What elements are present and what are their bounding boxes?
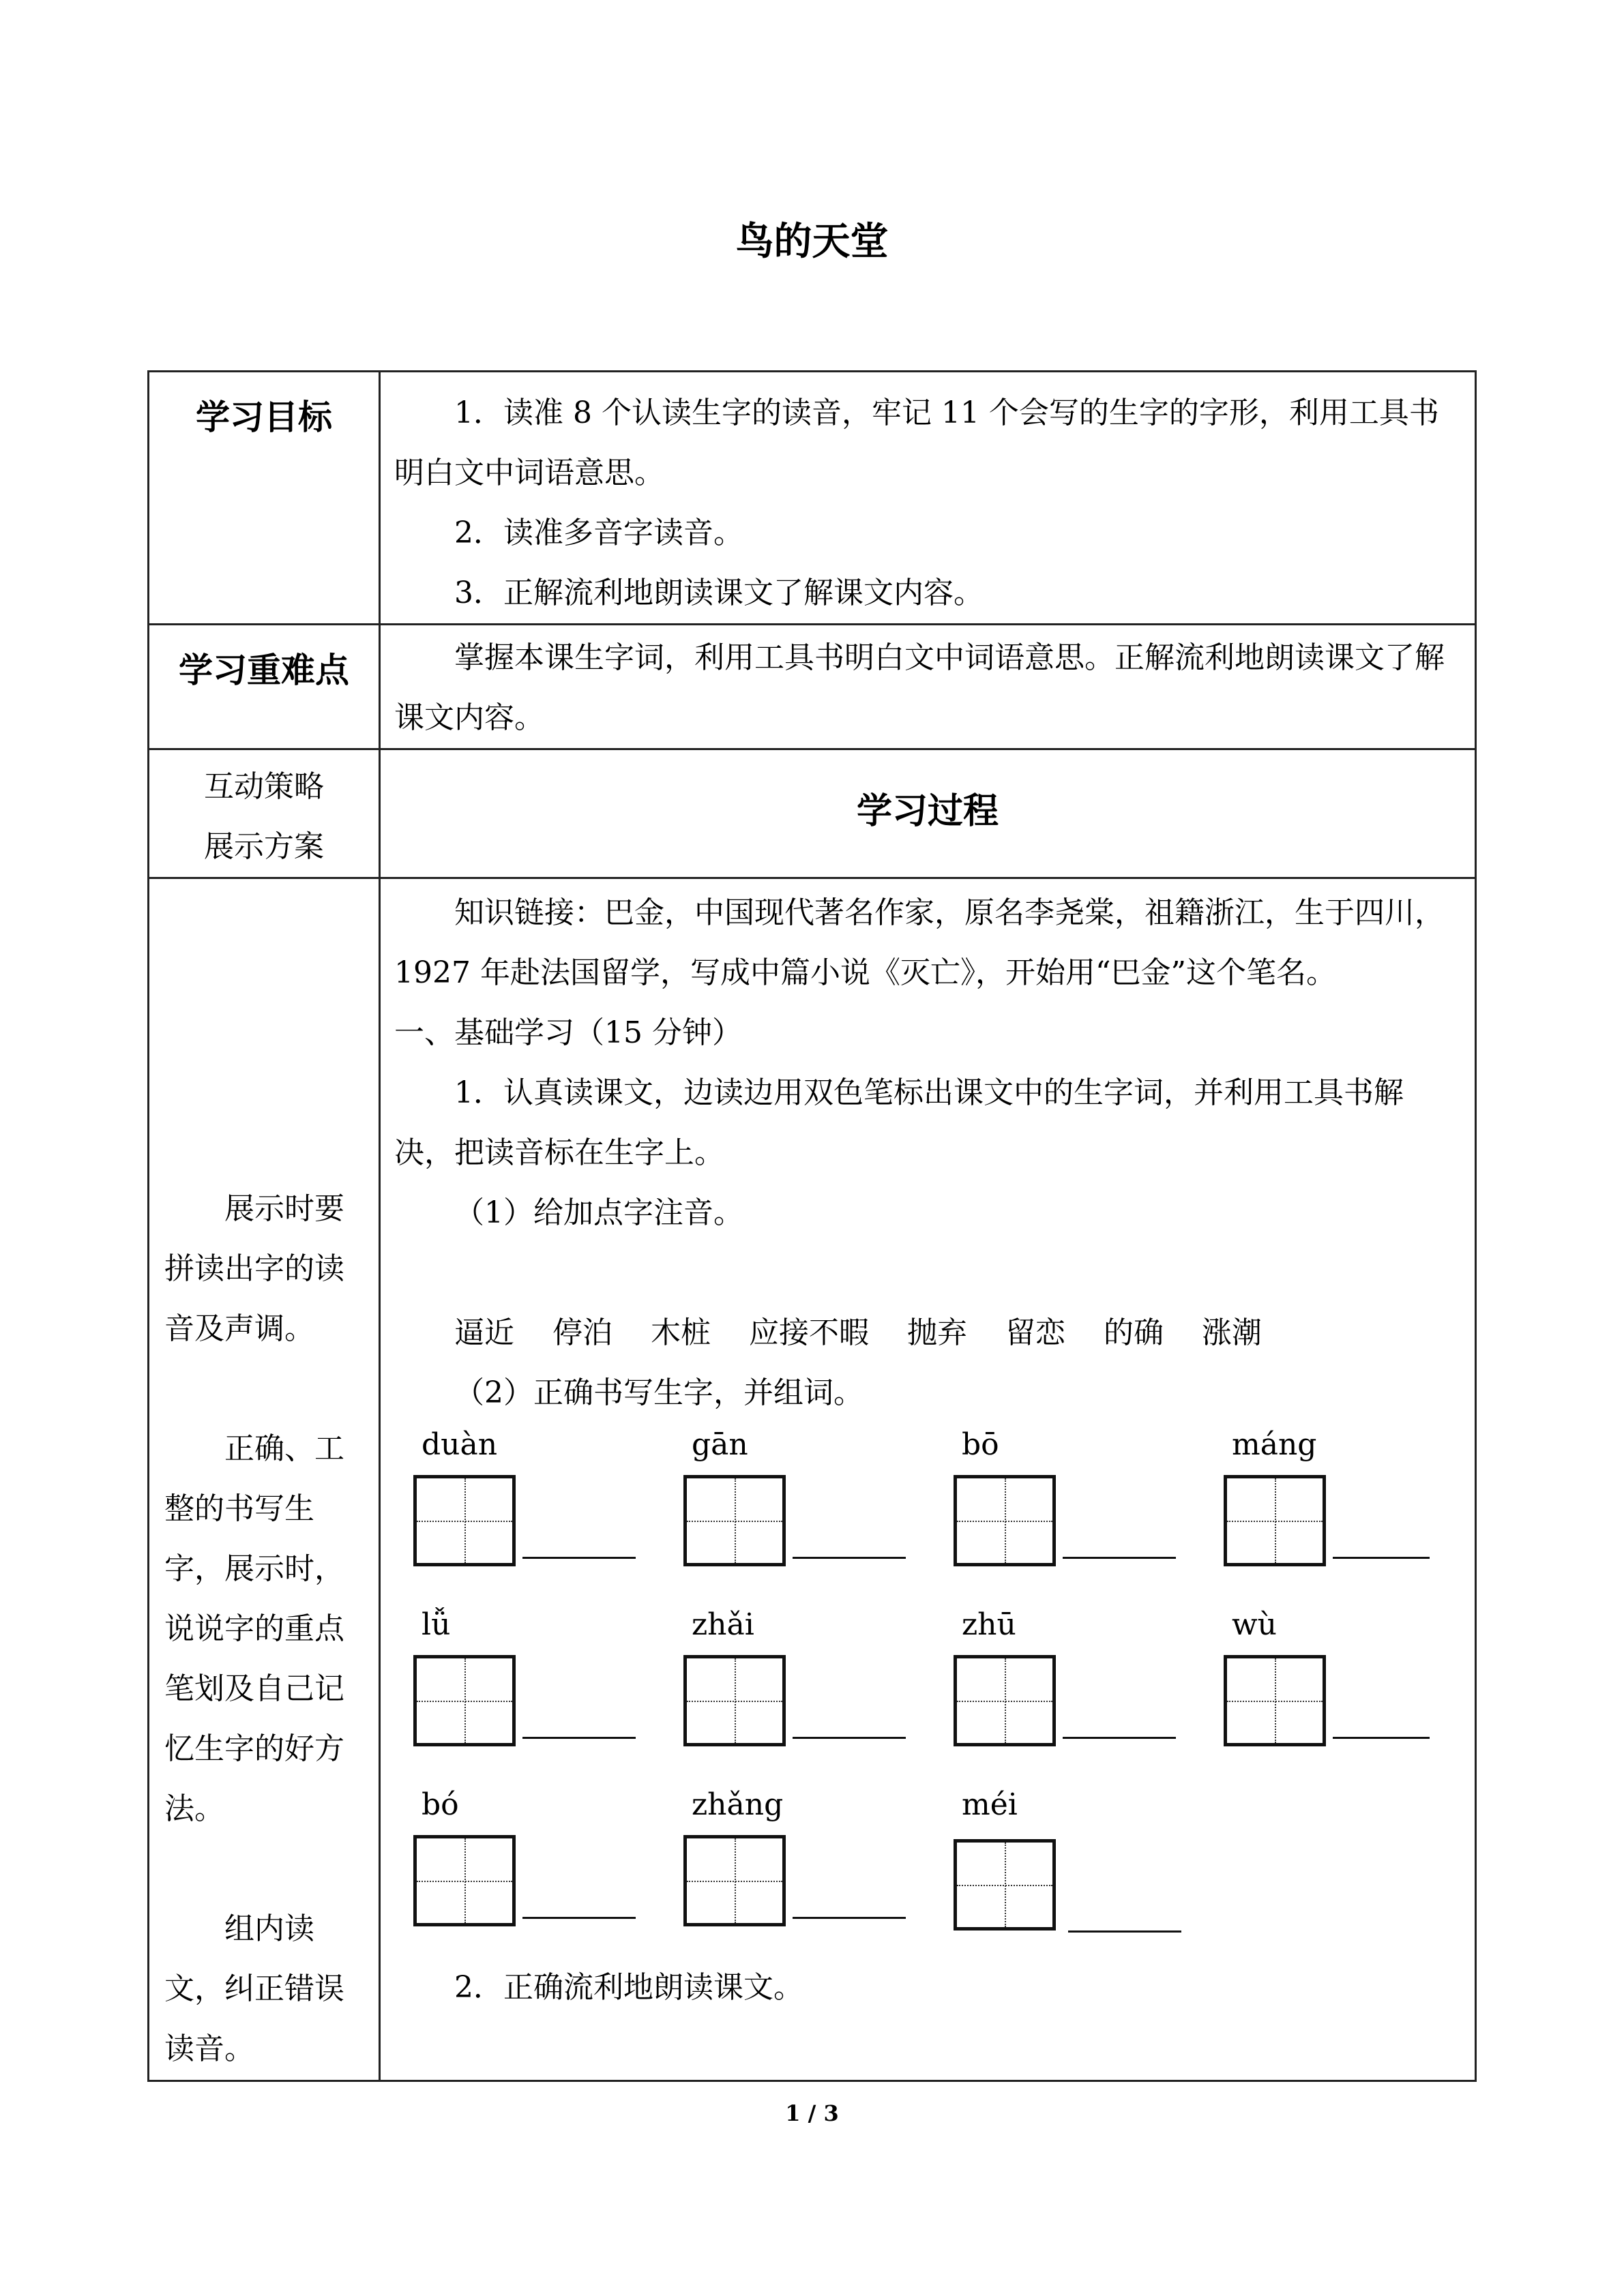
tian-grid-box[interactable] — [954, 1655, 1056, 1746]
word-item: 的确 — [1104, 1315, 1164, 1350]
pinyin-label: duàn — [422, 1427, 498, 1462]
page-number: 1 / 3 — [785, 2100, 839, 2126]
writing-grid-row-2 — [394, 1603, 1457, 1783]
page-title: 鸟的天堂 — [735, 220, 889, 264]
tian-grid-box[interactable] — [954, 1839, 1056, 1930]
pinyin-label: bó — [422, 1787, 459, 1822]
section-basic: 一、基础学习（15 分钟） — [394, 1015, 742, 1050]
tian-grid-box[interactable] — [683, 1475, 786, 1566]
tian-grid-box[interactable] — [1224, 1655, 1326, 1746]
pinyin-label: bō — [962, 1427, 999, 1462]
subtask-1: （1）给加点字注音。 — [454, 1195, 743, 1230]
word-item: 留恋 — [1005, 1315, 1065, 1350]
objectives-label: 学习目标 — [196, 398, 332, 437]
pinyin-label: zhū — [962, 1607, 1016, 1642]
tian-grid-box[interactable] — [954, 1475, 1056, 1566]
answer-blank[interactable] — [522, 1917, 636, 1919]
writing-cell — [934, 1423, 1112, 1603]
answer-blank[interactable] — [1063, 1557, 1176, 1559]
writing-cell — [664, 1783, 842, 1963]
answer-blank[interactable] — [522, 1557, 636, 1559]
keypoints-label: 学习重难点 — [179, 651, 349, 690]
strategy-label-cell — [149, 749, 380, 878]
answer-blank[interactable] — [793, 1557, 906, 1559]
note-reading: 组内读文，纠正错误读音。 — [164, 1911, 344, 2066]
word-list — [394, 1243, 1457, 1363]
task-2: 2．正确流利地朗读课文。 — [454, 1970, 803, 2005]
answer-blank[interactable] — [1333, 1557, 1430, 1559]
writing-cell — [394, 1783, 572, 1963]
strategy-line1: 互动策略 — [204, 769, 324, 804]
word-item: 木桩 — [651, 1315, 711, 1350]
process-title: 学习过程 — [856, 791, 999, 832]
tian-grid-box[interactable] — [413, 1835, 516, 1926]
pinyin-label: lǚ — [422, 1607, 451, 1642]
objectives-content — [380, 372, 1476, 625]
tian-grid-box[interactable] — [683, 1655, 786, 1746]
objective-item: 1．读准 8 个认读生字的读音，牢记 11 个会写的生字的字形，利用工具书明白文中词语意思。 — [394, 396, 1439, 490]
pinyin-label: méi — [962, 1787, 1018, 1822]
answer-blank[interactable] — [1333, 1737, 1430, 1739]
tian-grid-box[interactable] — [1224, 1475, 1326, 1566]
word-item: 涨潮 — [1202, 1315, 1262, 1350]
note-pronunciation: 展示时要拼读出字的读音及声调。 — [164, 1191, 344, 1346]
tian-grid-box[interactable] — [683, 1835, 786, 1926]
writing-grid-row-1 — [394, 1423, 1457, 1603]
objective-item: 2．读准多音字读音。 — [454, 516, 743, 550]
writing-cell — [1205, 1603, 1382, 1783]
keypoints-label-cell — [149, 625, 380, 749]
writing-grid-row-3 — [394, 1783, 1457, 1963]
keypoints-text: 掌握本课生字词，利用工具书明白文中词语意思。正解流利地朗读课文了解课文内容。 — [394, 640, 1445, 735]
process-row — [149, 878, 1476, 2081]
writing-cell — [1205, 1423, 1382, 1603]
word-item: 应接不暇 — [749, 1315, 869, 1350]
writing-cell — [394, 1603, 572, 1783]
objective-item: 3．正解流利地朗读课文了解课文内容。 — [454, 576, 984, 610]
process-title-cell — [380, 749, 1476, 878]
objectives-row — [149, 372, 1476, 625]
word-item: 逼近 — [454, 1315, 514, 1350]
answer-blank[interactable] — [793, 1737, 906, 1739]
pinyin-label: wù — [1232, 1607, 1277, 1642]
task-1: 1．认真读课文，边读边用双色笔标出课文中的生字词，并利用工具书解决，把读音标在生字上。 — [394, 1075, 1404, 1170]
tian-grid-box[interactable] — [413, 1655, 516, 1746]
word-item: 抛弃 — [907, 1315, 967, 1350]
answer-blank[interactable] — [1068, 1930, 1181, 1933]
strategy-row — [149, 749, 1476, 878]
writing-cell — [664, 1603, 842, 1783]
pinyin-label: máng — [1232, 1427, 1317, 1462]
answer-blank[interactable] — [793, 1917, 906, 1919]
pinyin-label: gān — [692, 1427, 748, 1462]
word-item: 停泊 — [552, 1315, 612, 1350]
writing-cell — [394, 1423, 572, 1603]
writing-cell — [934, 1783, 1112, 1963]
objectives-label-cell — [149, 372, 380, 625]
note-writing: 正确、工整的书写生字，展示时，说说字的重点笔划及自己记忆生字的好方法。 — [164, 1431, 344, 1826]
writing-cell — [934, 1603, 1112, 1783]
answer-blank[interactable] — [522, 1737, 636, 1739]
tian-grid-box[interactable] — [413, 1475, 516, 1566]
pinyin-label: zhǎng — [692, 1787, 784, 1822]
answer-blank[interactable] — [1063, 1737, 1176, 1739]
lesson-table — [147, 370, 1477, 2082]
keypoints-content — [380, 625, 1476, 749]
subtask-2: （2）正确书写生字，并组词。 — [454, 1375, 863, 1410]
pinyin-label: zhǎi — [692, 1607, 754, 1642]
left-notes-cell — [149, 878, 380, 2081]
keypoints-row — [149, 625, 1476, 749]
knowledge-link: 知识链接：巴金，中国现代著名作家，原名李尧棠，祖籍浙江，生于四川，1927 年赴法国留学，写成中篇小说《灭亡》，开始用“巴金”这个笔名。 — [394, 895, 1445, 990]
writing-cell — [664, 1423, 842, 1603]
strategy-line2: 展示方案 — [204, 829, 324, 864]
process-content — [380, 878, 1476, 2081]
